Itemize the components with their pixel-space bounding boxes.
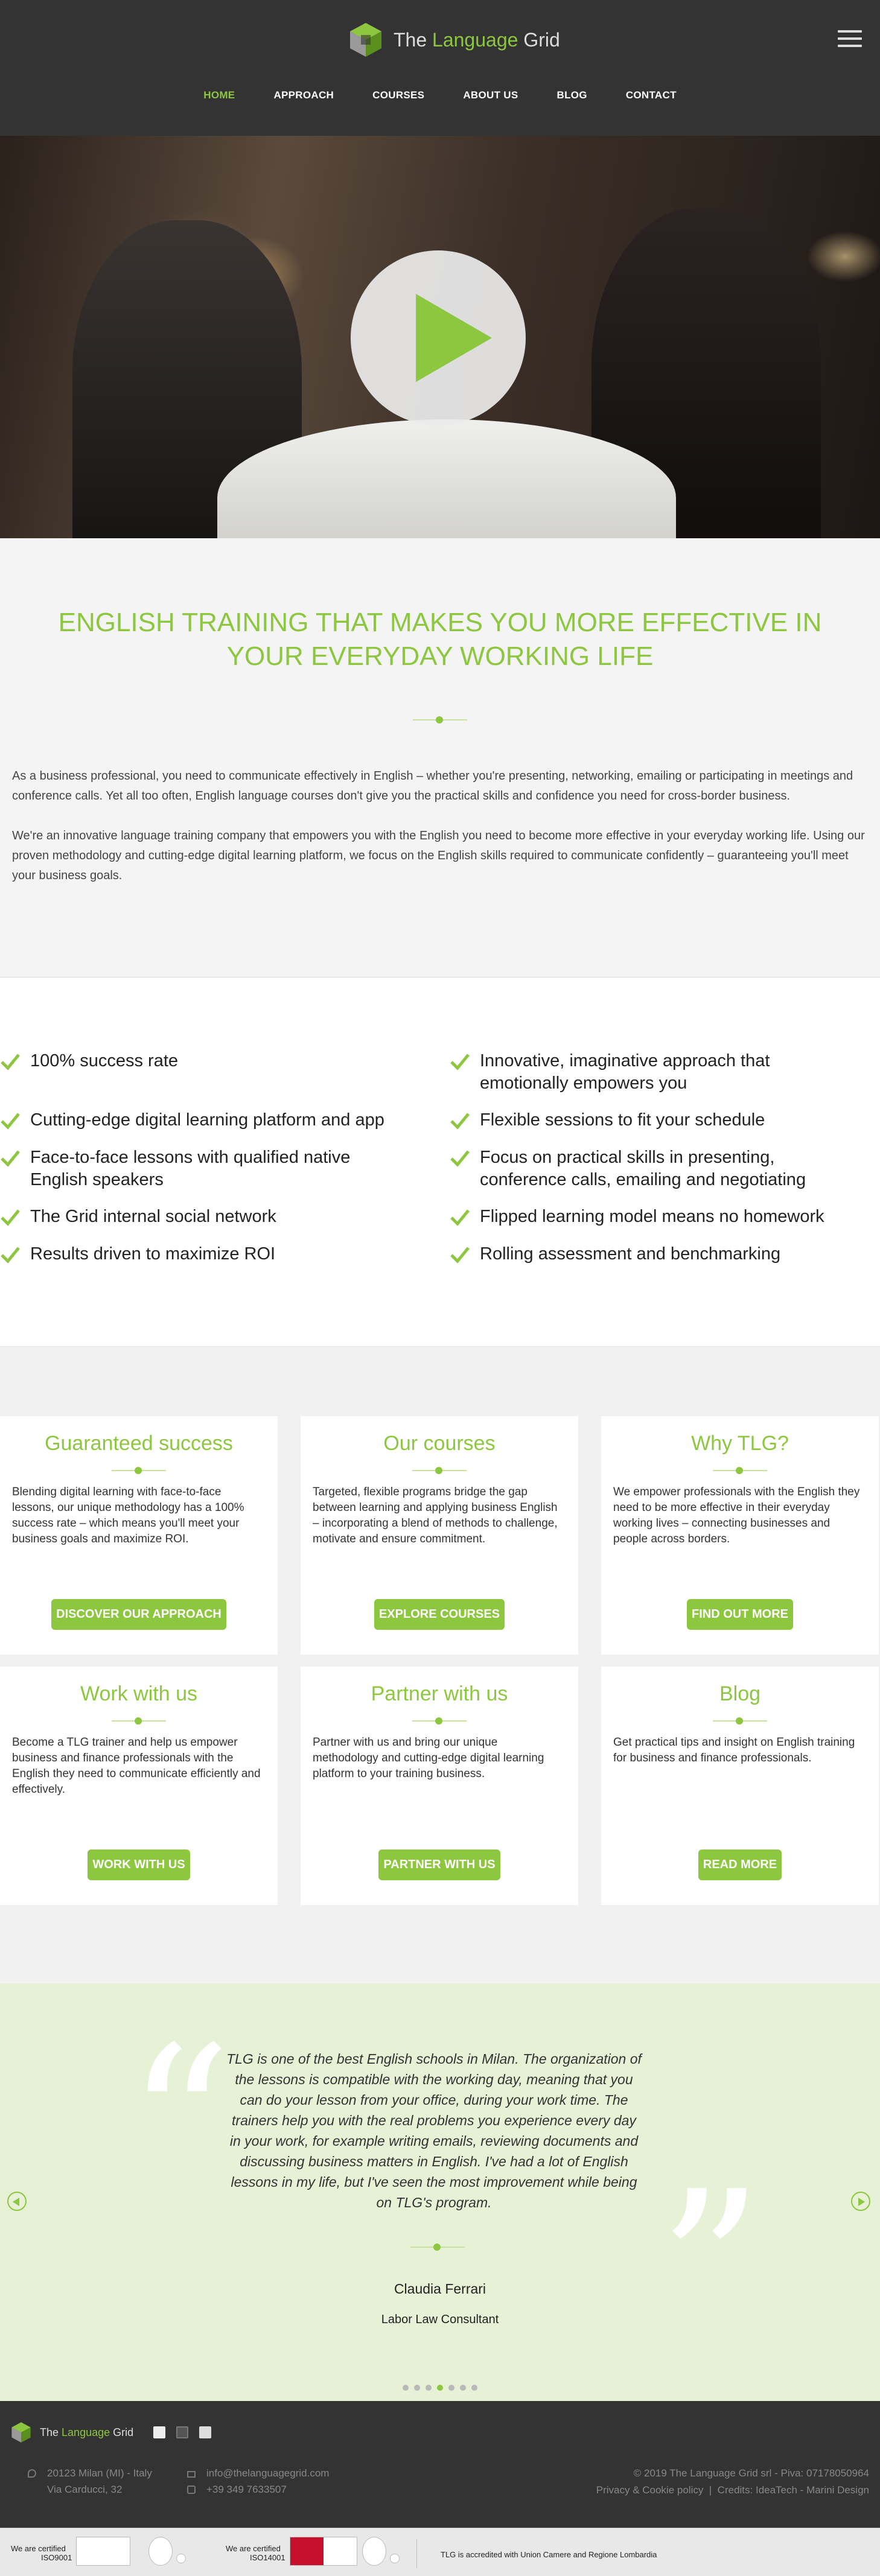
section-divider — [412, 1466, 467, 1475]
feature-item: Focus on practical skills in presenting, conference calls, emailing and negotiating — [450, 1146, 836, 1191]
slider-dot[interactable] — [471, 2385, 477, 2391]
nav-courses[interactable]: COURSES — [372, 89, 425, 101]
check-icon — [450, 1111, 470, 1130]
card-title: Work with us — [80, 1682, 197, 1705]
footer-address: 20123 Milan (MI) - Italy Via Carducci, 32 — [28, 2465, 152, 2498]
card-text: Get practical tips and insight on English training for business and finance professionals. — [613, 1736, 855, 1764]
nav-home[interactable]: HOME — [203, 89, 235, 101]
next-slide-arrow-icon[interactable] — [851, 2192, 870, 2211]
hero-video — [0, 136, 880, 538]
brand-suffix: Grid — [518, 28, 560, 51]
feature-item: Innovative, imaginative approach that emotionally empowers you — [450, 1050, 836, 1095]
slider-dot-active[interactable] — [437, 2385, 443, 2391]
check-icon — [0, 1149, 21, 1167]
testimonial-quote: TLG is one of the best English schools in Milan. The organization of the lessons is compatible with the working day, meaning that you can do your lesson from your office, during your work time. The trainers help you with the real problems you experience every day in your work, for example writing emails, reviewing documents and discussing business matters in English. I've had a lot of English lessons in my life, but I've seen the most improvement while being on TLG's program. — [226, 2051, 642, 2210]
footer-logo[interactable]: The Language Grid — [11, 2422, 133, 2443]
play-button[interactable] — [351, 250, 526, 425]
close-quote-icon: ” — [658, 2148, 763, 2387]
privacy-link[interactable]: Privacy & Cookie policy — [596, 2484, 704, 2496]
card-blog — [601, 1667, 879, 1905]
intro-heading: ENGLISH TRAINING THAT MAKES YOU MORE EFFECTIVE IN YOUR EVERYDAY WORKING LIFE — [58, 608, 822, 671]
card-title: Guaranteed success — [45, 1432, 233, 1455]
section-divider — [413, 716, 467, 724]
section-divider — [410, 2243, 465, 2251]
cert-2-label: We are certified — [226, 2544, 281, 2553]
card-text: Targeted, flexible programs bridge the gap between learning and applying business English – incorporating a blend of methods to challenge, motivate and ensure commitment. — [313, 1486, 558, 1545]
phone-icon — [187, 2485, 196, 2494]
brand-accent: Language — [432, 28, 518, 51]
slider-dot[interactable] — [460, 2385, 466, 2391]
check-icon — [0, 1208, 21, 1226]
cert-2-code: ISO14001 — [250, 2553, 285, 2562]
slider-dot[interactable] — [403, 2385, 409, 2391]
feature-item: Flipped learning model means no homework — [450, 1206, 872, 1228]
check-icon — [450, 1149, 470, 1167]
intro-section — [0, 538, 880, 978]
facebook-icon[interactable] — [153, 2426, 165, 2438]
play-icon — [416, 294, 492, 382]
logo-cube-icon — [349, 22, 383, 58]
iso9001-badge-icon — [76, 2537, 130, 2566]
feature-item: Rolling assessment and benchmarking — [450, 1243, 872, 1265]
slider-dots — [0, 2385, 880, 2391]
intro-paragraph-2: We're an innovative language training company that empowers you with the English you need to become more effective in your everyday working life. Using our proven methodology and cutting-edge digital learning platform, we focus on the English skills required to communicate confidently – guaranteeing you'll meet your business goals. — [12, 829, 865, 882]
site-header — [0, 0, 880, 136]
site-footer — [0, 2401, 880, 2528]
card-text: Blending digital learning with face-to-face lessons, our unique methodology has a 100% success rate – which means you'll meet your business goals and maximize ROI. — [12, 1486, 244, 1545]
card-title: Our courses — [383, 1432, 496, 1455]
email-icon — [187, 2471, 196, 2478]
nav-approach[interactable]: APPROACH — [273, 89, 334, 101]
feature-item: Flexible sessions to fit your schedule — [450, 1109, 866, 1131]
check-icon — [0, 1111, 21, 1130]
card-title: Blog — [719, 1682, 761, 1705]
card-text: We empower professionals with the English they need to be more effective in their everyday working lives – connecting businesses and people across borders. — [613, 1486, 860, 1545]
feature-item: Face-to-face lessons with qualified native English speakers — [0, 1146, 386, 1191]
find-out-more-button[interactable]: FIND OUT MORE — [687, 1599, 793, 1630]
certification-seal-icon — [362, 2537, 386, 2566]
feature-item: Results driven to maximize ROI — [0, 1243, 422, 1265]
menu-icon[interactable] — [838, 30, 862, 48]
check-icon — [0, 1052, 21, 1070]
accreditation-text: TLG is accredited with Union Camere and Regione Lombardia — [441, 2550, 657, 2559]
section-divider — [112, 1717, 166, 1725]
linkedin-icon[interactable] — [199, 2426, 211, 2438]
check-icon — [0, 1245, 21, 1264]
cert-1-code: ISO9001 — [41, 2553, 72, 2562]
card-guaranteed-success — [0, 1416, 278, 1655]
section-divider — [412, 1717, 467, 1725]
slider-dot[interactable] — [448, 2385, 454, 2391]
footer-contact — [187, 2465, 329, 2498]
instagram-icon[interactable] — [176, 2426, 188, 2438]
card-work-with-us — [0, 1667, 278, 1905]
check-icon — [450, 1245, 470, 1264]
footer-phone[interactable]: +39 349 7633507 — [206, 2484, 287, 2495]
footer-legal: © 2019 The Language Grid srl - Piva: 07178050964 Privacy & Cookie policy | Credits: IdeaTech - Marini Design — [596, 2465, 869, 2499]
certification-seal-icon — [148, 2537, 173, 2566]
testimonial-slider — [0, 1983, 880, 2401]
intro-paragraph-1: As a business professional, you need to communicate effectively in English – whether you're presenting, networking, emailing or participating in meetings and conference calls. Yet all too often, English language courses don't give you the practical skills and confidence you need for cross-border business. — [12, 769, 853, 803]
prev-slide-arrow-icon[interactable] — [7, 2192, 27, 2211]
card-text: Become a TLG trainer and help us empower business and finance professionals with the English they need to communicate efficiently and effectively. — [12, 1736, 261, 1796]
partner-with-us-button[interactable]: PARTNER WITH US — [378, 1849, 500, 1880]
location-icon — [28, 2469, 36, 2478]
feature-item: The Grid internal social network — [0, 1206, 422, 1228]
card-text: Partner with us and bring our unique methodology and cutting-edge digital learning platform to your training business. — [313, 1736, 544, 1780]
feature-item: 100% success rate — [0, 1050, 422, 1072]
section-divider — [713, 1466, 767, 1475]
features-list — [0, 978, 880, 1347]
main-nav — [0, 89, 880, 101]
certification-mark-icon — [390, 2554, 400, 2563]
card-title: Partner with us — [371, 1682, 508, 1705]
card-why-tlg — [601, 1416, 879, 1655]
testimonial-role: Labor Law Consultant — [381, 2313, 499, 2326]
section-divider — [112, 1466, 166, 1475]
card-our-courses — [301, 1416, 578, 1655]
logo-cube-icon — [11, 2422, 31, 2443]
iso14001-badge-icon — [290, 2537, 357, 2566]
check-icon — [450, 1208, 470, 1226]
certification-mark-icon — [176, 2554, 186, 2563]
site-logo[interactable] — [349, 22, 560, 58]
credits-link[interactable]: Credits: IdeaTech - Marini Design — [717, 2484, 869, 2496]
card-partner-with-us — [301, 1667, 578, 1905]
nav-blog[interactable]: BLOG — [556, 89, 587, 101]
cert-1-label: We are certified — [11, 2544, 66, 2553]
slider-dot[interactable] — [414, 2385, 420, 2391]
feature-item: Cutting-edge digital learning platform and app — [0, 1109, 422, 1131]
slider-dot[interactable] — [426, 2385, 432, 2391]
explore-courses-button[interactable]: EXPLORE COURSES — [374, 1599, 505, 1630]
footer-email[interactable]: info@thelanguagegrid.com — [206, 2467, 330, 2479]
open-quote-icon: “ — [127, 2003, 232, 2242]
card-title: Why TLG? — [691, 1432, 789, 1455]
cards-section — [0, 1347, 880, 1983]
copyright: © 2019 The Language Grid srl - Piva: 07178050964 — [633, 2467, 869, 2479]
check-icon — [450, 1052, 470, 1070]
discover-approach-button[interactable]: DISCOVER OUR APPROACH — [51, 1599, 226, 1630]
read-more-button[interactable]: READ MORE — [698, 1849, 782, 1880]
testimonial-name: Claudia Ferrari — [394, 2281, 486, 2297]
social-links — [153, 2426, 211, 2438]
nav-about-us[interactable]: ABOUT US — [463, 89, 518, 101]
work-with-us-button[interactable]: WORK WITH US — [88, 1849, 190, 1880]
certifications-bar — [0, 2528, 880, 2576]
brand-prefix: The — [394, 28, 433, 51]
section-divider — [713, 1717, 767, 1725]
nav-contact[interactable]: CONTACT — [625, 89, 677, 101]
